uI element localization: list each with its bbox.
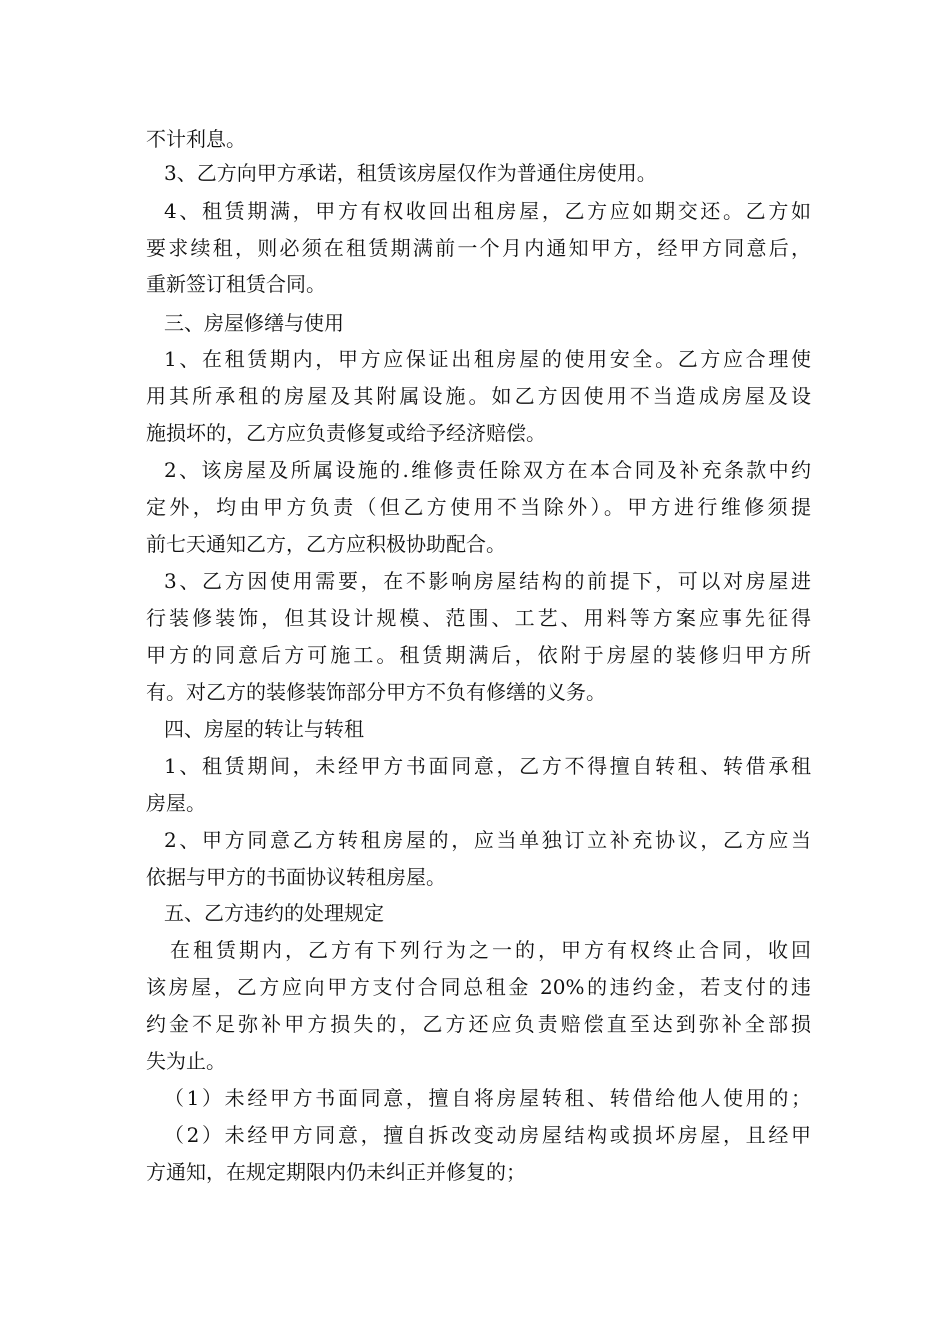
text-line: 失为止。 [146,1049,226,1073]
text-line: 用其所承租的房屋及其附属设施。如乙方因使用不当造成房屋及设 [146,384,811,408]
text-line: 1、在租赁期内，甲方应保证出租房屋的使用安全。乙方应合理使 [164,347,811,371]
section-heading: 四、房屋的转让与转租 [164,717,364,741]
text-line: 行装修装饰，但其设计规模、范围、工艺、用料等方案应事先征得 [146,606,811,630]
text-line: 方通知，在规定期限内仍未纠正并修复的； [146,1160,526,1184]
list-item: （1）未经甲方书面同意，擅自将房屋转租、转借给他人使用的； [164,1086,811,1110]
text-line: 在租赁期内，乙方有下列行为之一的，甲方有权终止合同，收回 [170,938,811,962]
section-heading: 三、房屋修缮与使用 [164,311,344,335]
text-line: 约金不足弥补甲方损失的，乙方还应负责赔偿直至达到弥补全部损 [146,1012,811,1036]
text-line: 依据与甲方的书面协议转租房屋。 [146,865,446,889]
text-line: 定外，均由甲方负责（但乙方使用不当除外）。甲方进行维修须提 [146,495,811,519]
text-line: 施损坏的，乙方应负责修复或给予经济赔偿。 [146,421,546,445]
text-line: 2、甲方同意乙方转租房屋的，应当单独订立补充协议，乙方应当 [164,828,811,852]
text-line: 3、乙方因使用需要，在不影响房屋结构的前提下，可以对房屋进 [164,569,811,593]
text-line: 重新签订租赁合同。 [146,272,326,296]
text-line: 有。对乙方的装修装饰部分甲方不负有修缮的义务。 [146,680,606,704]
text-line: 3、乙方向甲方承诺，租赁该房屋仅作为普通住房使用。 [164,161,657,185]
text-line: 1、租赁期间，未经甲方书面同意，乙方不得擅自转租、转借承租 [164,754,811,778]
text-line: 该房屋，乙方应向甲方支付合同总租金 20%的违约金，若支付的违 [146,975,811,999]
text-line: 4、租赁期满，甲方有权收回出租房屋，乙方应如期交还。乙方如 [164,199,811,223]
text-line: 2、该房屋及所属设施的.维修责任除双方在本合同及补充条款中约 [164,458,811,482]
text-line: 不计利息。 [146,127,246,151]
text-line: 甲方的同意后方可施工。租赁期满后，依附于房屋的装修归甲方所 [146,643,811,667]
section-heading: 五、乙方违约的处理规定 [164,901,384,925]
text-line: 前七天通知乙方，乙方应积极协助配合。 [146,532,506,556]
text-line: 房屋。 [146,791,206,815]
list-item: （2）未经甲方同意，擅自拆改变动房屋结构或损坏房屋，且经甲 [164,1123,811,1147]
text-line: 要求续租，则必须在租赁期满前一个月内通知甲方，经甲方同意后， [146,236,811,260]
